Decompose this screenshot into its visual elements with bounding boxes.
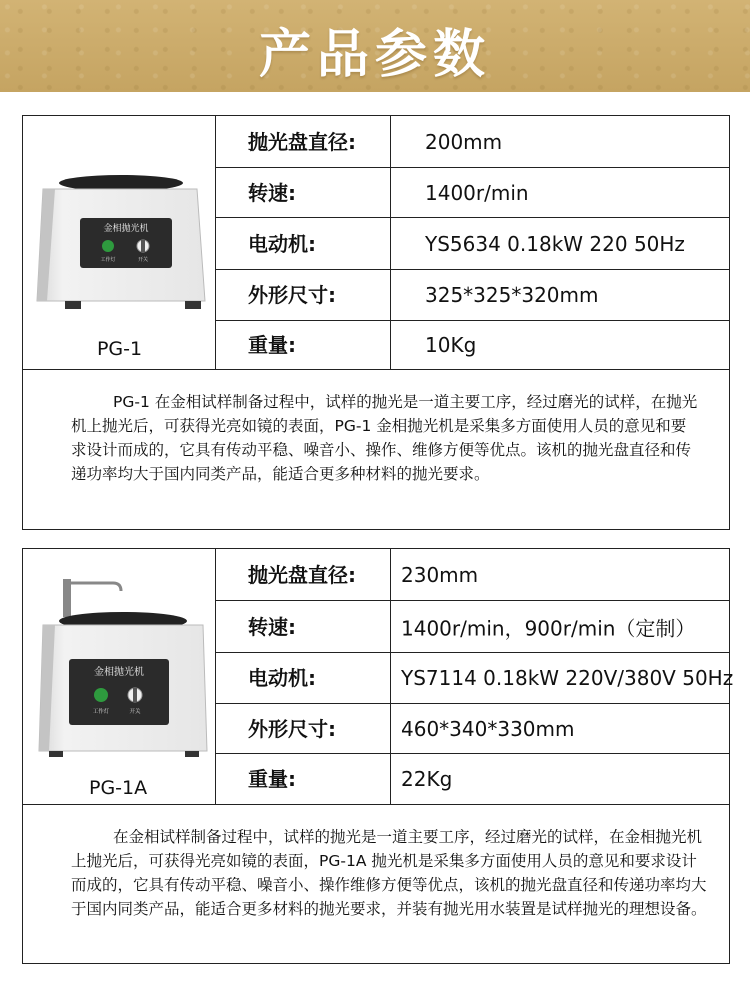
description-text: PG-1 在金相试样制备过程中，试样的抛光是一道主要工序，经过磨光的试样，在抛光机上抛光后，可获得光亮如镜的表面，PG-1 金相抛光机是采集多方面使用人员的意见和要求设计而成的，它具有传动平稳、噪音小、操作、维修方便等优点。该机的抛光盘直径和传递功率均大于国内同类产品，能适合更多种材料的抛光要求。: [71, 393, 698, 483]
model-label: PG-1: [96, 338, 143, 360]
lamp-label: 工作灯: [100, 257, 116, 263]
spec-row-dimensions: [216, 704, 729, 754]
switch-label: 开关: [137, 257, 149, 263]
spec-value: YS7114 0.18kW 220V/380V 50Hz: [401, 666, 734, 690]
spec-row-diameter: [216, 549, 729, 601]
banner-title: 产品参数: [258, 25, 491, 85]
spec-label: 外形尺寸:: [248, 283, 336, 307]
spec-label: 抛光盘直径:: [248, 562, 356, 587]
spec-label: 重量:: [248, 333, 296, 357]
spec-value: 200mm: [425, 129, 503, 154]
panel-title: 金相抛光机: [94, 667, 144, 678]
spec-row-weight: [216, 754, 729, 804]
product-image-cell: [23, 549, 216, 804]
spec-row-motor: [216, 653, 734, 704]
spec-value: 460*340*330mm: [401, 716, 575, 741]
spec-label: 电动机:: [248, 666, 316, 690]
lamp-label: 工作灯: [92, 709, 110, 715]
spec-value: 22Kg: [401, 767, 453, 791]
spec-label: 抛光盘直径:: [248, 129, 356, 154]
spec-row-dimensions: [216, 270, 729, 321]
spec-label: 电动机:: [248, 231, 316, 256]
spec-label: 转速:: [248, 180, 296, 205]
polishing-machine-image: [25, 571, 215, 781]
spec-value: 10Kg: [425, 333, 477, 357]
spec-row-weight: [216, 321, 729, 369]
header-banner: [0, 0, 750, 92]
spec-row-speed: [216, 168, 729, 218]
product-block-pg-1: [22, 115, 730, 530]
spec-label: 外形尺寸:: [248, 716, 336, 741]
switch-label: 开关: [129, 709, 141, 715]
product-description: [23, 369, 729, 529]
spec-value: 1400r/min，900r/min（定制）: [401, 616, 696, 640]
panel-title: 金相抛光机: [103, 224, 149, 234]
spec-row-diameter: [216, 116, 729, 168]
product-description: [23, 804, 729, 963]
spec-row-speed: [216, 601, 729, 653]
spec-row-motor: [216, 218, 729, 270]
model-label: PG-1A: [89, 777, 148, 799]
spec-value: 1400r/min: [425, 180, 529, 205]
spec-value: YS5634 0.18kW 220 50Hz: [425, 231, 685, 256]
product-image-cell: [23, 116, 216, 369]
spec-label: 转速:: [248, 614, 296, 639]
description-text: 在金相试样制备过程中，试样的抛光是一道主要工序，经过磨光的试样，在金相抛光机上抛光后，可获得光亮如镜的表面，PG-1A 抛光机是采集多方面使用人员的意见和要求设计而成的，它具有传动平稳、噪音小、操作维修方便等优点，该机的抛光盘直径和传递功率均大于国内同类产品，能适合更多材料的抛光要求，并装有抛光用水装置是试样抛光的理想设备。: [71, 828, 707, 918]
spec-value: 230mm: [401, 562, 479, 587]
product-block-pg-1a: [22, 548, 734, 964]
spec-label: 重量:: [248, 767, 296, 791]
spec-value: 325*325*320mm: [425, 283, 599, 307]
